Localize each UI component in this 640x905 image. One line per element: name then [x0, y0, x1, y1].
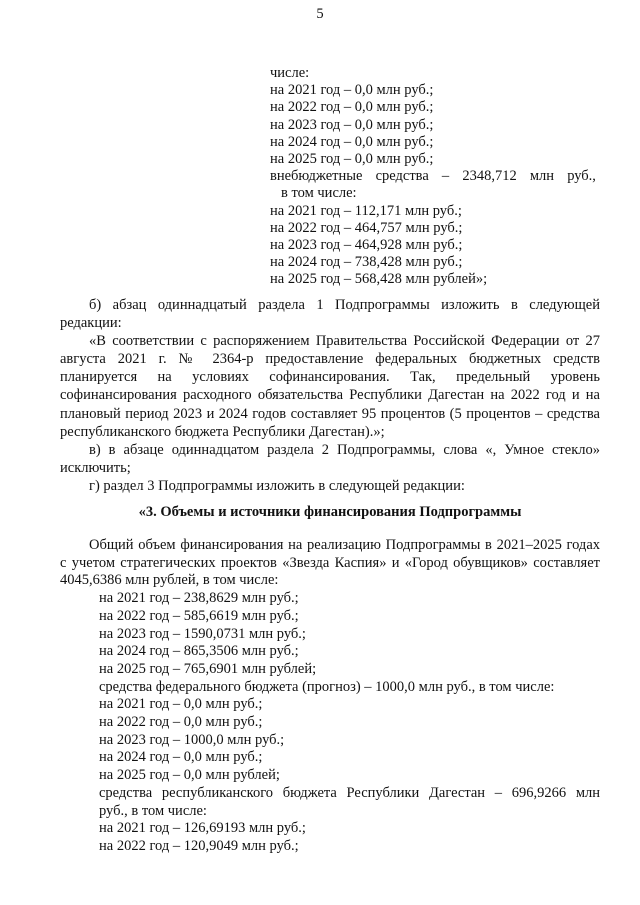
extra-year-line-2023: на 2023 год – 464,928 млн руб.;	[270, 237, 463, 254]
extrabudget-word-2: средства	[375, 168, 429, 185]
year-line-2024: на 2024 год – 0,0 млн руб.;	[270, 133, 434, 150]
section3-line-5: на 2025 год – 765,6901 млн рублей;	[99, 660, 317, 677]
federal-year-2021: на 2021 год – 0,0 млн руб.;	[99, 696, 263, 713]
section3-body	[60, 537, 600, 856]
year-line-2025: на 2025 год – 0,0 млн руб.;	[270, 151, 434, 168]
paragraph-v: в) в абзаце одиннадцатом раздела 2 Подпрограммы, слова «, Умное стекло» исключить;	[60, 441, 600, 476]
paragraph-b: б) абзац одиннадцатый раздела 1 Подпрограммы изложить в следующей редакции:	[60, 297, 600, 332]
page-number: 5	[316, 6, 324, 22]
federal-budget-line: средства федерального бюджета (прогноз) – 1000,0 млн руб., в том числе:	[99, 678, 555, 695]
section3-line-1: на 2021 год – 238,8629 млн руб.;	[99, 590, 299, 607]
year-line-2021: на 2021 год – 0,0 млн руб.;	[270, 82, 434, 99]
funding-block-continuation	[270, 65, 596, 289]
federal-year-2023: на 2023 год – 1000,0 млн руб.;	[99, 731, 285, 748]
year-line-2023: на 2023 год – 0,0 млн руб.;	[270, 116, 434, 133]
paragraph-g: г) раздел 3 Подпрограммы изложить в следующей редакции:	[89, 477, 465, 494]
extrabudget-word-5: млн	[529, 168, 555, 185]
section3-line-2: на 2022 год – 585,6619 млн руб.;	[99, 607, 299, 624]
extra-year-line-2025: на 2025 год – 568,428 млн рублей»;	[270, 271, 488, 288]
extra-year-line-2024: на 2024 год – 738,428 млн руб.;	[270, 254, 463, 271]
amendment-paragraphs	[60, 296, 600, 495]
section3-line-3: на 2023 год – 1590,0731 млн руб.;	[99, 625, 306, 642]
extrabudget-word-6: руб.,	[567, 168, 596, 185]
federal-year-2025: на 2025 год – 0,0 млн рублей;	[99, 767, 280, 784]
republic-year-2021: на 2021 год – 126,69193 млн руб.;	[99, 820, 306, 837]
republic-budget-cont: руб., в том числе:	[99, 802, 207, 819]
year-line-2022: на 2022 год – 0,0 млн руб.;	[270, 99, 434, 116]
extra-year-line-2021: на 2021 год – 112,171 млн руб.;	[270, 202, 462, 219]
section3-intro: Общий объем финансирования на реализацию Подпрограммы в 2021–2025 годах с учетом стратегических проектов «Звезда Каспия» и «Город обувщиков» составляет 4045,6386 млн рублей, в том числе:	[60, 537, 600, 589]
paragraph-quote: «В соответствии с распоряжением Правительства Российской Федерации от 27 августа 2021 г. № 2364-р предоставление федеральных бюджетных средств планируется на условиях софинансирования. Так, предельный уровень софинансирования расходного обязательства Республики Дагестан на 2022 год и на плановый период 2023 и 2024 годов составляет 95 процентов (5 процентов – средства республиканского бюджета Республики Дагестан).»;	[60, 333, 600, 440]
extrabudget-cont: в том числе:	[281, 185, 357, 202]
republic-budget-line: средства республиканского бюджета Республики Дагестан – 696,9266 млн	[99, 784, 600, 801]
federal-year-2024: на 2024 год – 0,0 млн руб.;	[99, 749, 263, 766]
federal-year-2022: на 2022 год – 0,0 млн руб.;	[99, 714, 263, 731]
extrabudget-word-4: 2348,712	[462, 168, 517, 185]
extrabudget-word-1: внебюджетные	[270, 168, 363, 185]
extra-year-line-2022: на 2022 год – 464,757 млн руб.;	[270, 219, 463, 236]
extrabudget-word-3: –	[441, 168, 450, 185]
section3-line-4: на 2024 год – 865,3506 млн руб.;	[99, 643, 299, 660]
extrabudget-line	[270, 168, 596, 185]
block-line-0: числе:	[270, 65, 310, 81]
republic-year-2022: на 2022 год – 120,9049 млн руб.;	[99, 837, 299, 854]
section3-heading: «3. Объемы и источники финансирования Подпрограммы	[138, 504, 522, 520]
